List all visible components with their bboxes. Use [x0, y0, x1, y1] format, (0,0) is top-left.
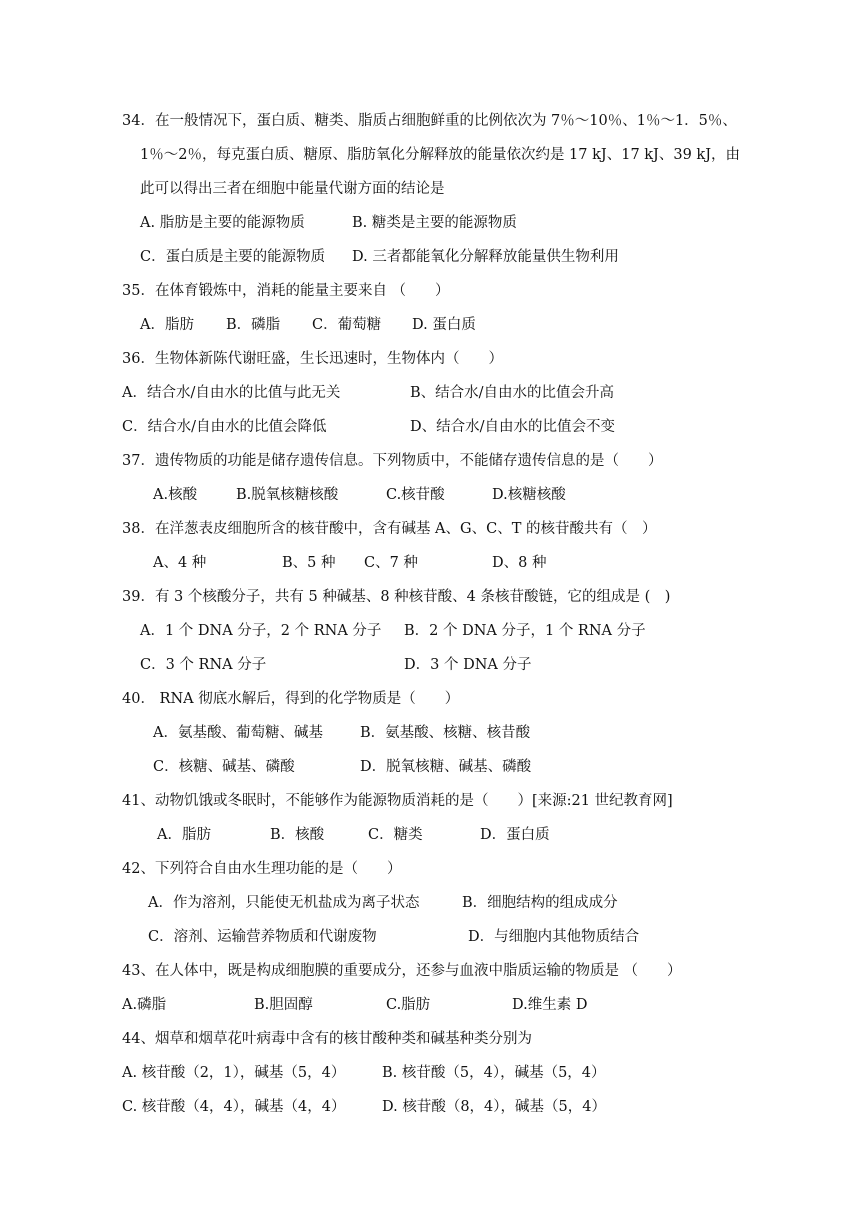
- question-43-stem: 43、在人体中，既是构成细胞膜的重要成分，还参与血液中脂质运输的物质是 （ ）: [122, 963, 682, 979]
- question-42-option-b: B．细胞结构的组成成分: [462, 895, 618, 911]
- question-34-line-1: 34．在一般情况下，蛋白质、糖类、脂质占细胞鲜重的比例依次为 7％～10％、1％～1．5％、: [122, 113, 737, 129]
- question-37-option-c: C.核苷酸: [386, 487, 445, 503]
- question-44-stem: 44、烟草和烟草花叶病毒中含有的核甘酸种类和碱基种类分别为: [122, 1031, 532, 1047]
- question-34-option-c: C．蛋白质是主要的能源物质: [140, 249, 326, 265]
- question-40-option-b: B．氨基酸、核糖、核昔酸: [360, 725, 531, 741]
- question-36-option-a: A．结合水/自由水的比值与此无关: [122, 385, 341, 401]
- question-42-option-a: A．作为溶剂，只能使无机盐成为离子状态: [148, 895, 420, 911]
- question-34-line-3: 此可以得出三者在细胞中能量代谢方面的结论是: [140, 181, 445, 197]
- question-39-stem: 39．有 3 个核酸分子，共有 5 种碱基、8 种核苷酸、4 条核苷酸链，它的组成是 ( ): [122, 589, 671, 605]
- question-41-option-b: B．核酸: [270, 827, 325, 843]
- question-36-option-d: D、结合水/自由水的比值会不变: [410, 419, 616, 435]
- question-44-option-a: A. 核苷酸（2，1），碱基（5，4）: [122, 1065, 346, 1081]
- question-34-option-a: A. 脂肪是主要的能源物质: [140, 215, 305, 231]
- question-41-stem: 41、动物饥饿或冬眠时，不能够作为能源物质消耗的是（ ）[来源:21 世纪教育网]: [122, 793, 673, 809]
- question-44-option-c: C. 核苷酸（4，4），碱基（4，4）: [122, 1099, 346, 1115]
- question-40-option-a: A．氨基酸、葡萄糖、碱基: [153, 725, 323, 741]
- question-38-option-a: A、4 种: [153, 555, 207, 571]
- question-43-option-a: A.磷脂: [122, 997, 167, 1013]
- question-35-option-c: C．葡萄糖: [312, 317, 382, 333]
- question-36-option-c: C．结合水/自由水的比值会降低: [122, 419, 327, 435]
- question-35-option-b: B．磷脂: [226, 317, 281, 333]
- question-37-stem: 37．遗传物质的功能是储存遗传信息。下列物质中，不能储存遗传信息的是（ ）: [122, 453, 663, 469]
- question-38-option-d: D、8 种: [492, 555, 547, 571]
- question-39-option-c: C．3 个 RNA 分子: [140, 657, 267, 673]
- question-38-option-c: C、7 种: [364, 555, 418, 571]
- question-36-option-b: B、结合水/自由水的比值会升高: [410, 385, 615, 401]
- question-41-option-a: A．脂肪: [157, 827, 211, 843]
- question-43-option-b: B.胆固醇: [254, 997, 313, 1013]
- question-35-option-a: A．脂肪: [140, 317, 194, 333]
- question-37-option-a: A.核酸: [153, 487, 198, 503]
- question-40-stem: 40． RNA 彻底水解后，得到的化学物质是（ ）: [122, 691, 460, 707]
- question-43-option-d: D.维生素 D: [512, 997, 588, 1013]
- question-38-stem: 38．在洋葱表皮细胞所含的核苷酸中，含有碱基 A、G、C、T 的核苷酸共有（ ）: [122, 521, 657, 537]
- question-42-option-c: C．溶剂、运输营养物质和代谢废物: [148, 929, 377, 945]
- question-37-option-d: D.核糖核酸: [492, 487, 566, 503]
- question-39-option-b: B．2 个 DNA 分子，1 个 RNA 分子: [404, 623, 646, 639]
- question-34-line-2: 1％～2％，每克蛋白质、糖原、脂肪氧化分解释放的能量依次约是 17 kJ、17 kJ、39 kJ，由: [140, 147, 741, 163]
- question-41-option-c: C．糖类: [368, 827, 423, 843]
- question-44-option-b: B. 核苷酸（5，4），碱基（5，4）: [382, 1065, 606, 1081]
- question-38-option-b: B、5 种: [282, 555, 336, 571]
- question-36-stem: 36．生物体新陈代谢旺盛，生长迅速时，生物体内（ ）: [122, 351, 503, 367]
- question-34-option-b: B. 糖类是主要的能源物质: [352, 215, 517, 231]
- question-43-option-c: C.脂肪: [386, 997, 431, 1013]
- question-39-option-d: D．3 个 DNA 分子: [404, 657, 532, 673]
- question-44-option-d: D. 核苷酸（8，4），碱基（5，4）: [382, 1099, 606, 1115]
- question-35-stem: 35．在体育锻炼中，消耗的能量主要来自 （ ）: [122, 283, 450, 299]
- question-40-option-d: D．脱氧核糖、碱基、磷酸: [360, 759, 532, 775]
- question-34-option-d: D. 三者都能氧化分解释放能量供生物利用: [352, 249, 619, 265]
- question-42-stem: 42、下列符合自由水生理功能的是（ ）: [122, 861, 402, 877]
- question-42-option-d: D．与细胞内其他物质结合: [468, 929, 640, 945]
- question-37-option-b: B.脱氧核糖核酸: [236, 487, 339, 503]
- question-40-option-c: C．核糖、碱基、磷酸: [153, 759, 295, 775]
- question-35-option-d: D. 蛋白质: [412, 317, 476, 333]
- question-41-option-d: D．蛋白质: [480, 827, 550, 843]
- question-39-option-a: A．1 个 DNA 分子，2 个 RNA 分子: [140, 623, 382, 639]
